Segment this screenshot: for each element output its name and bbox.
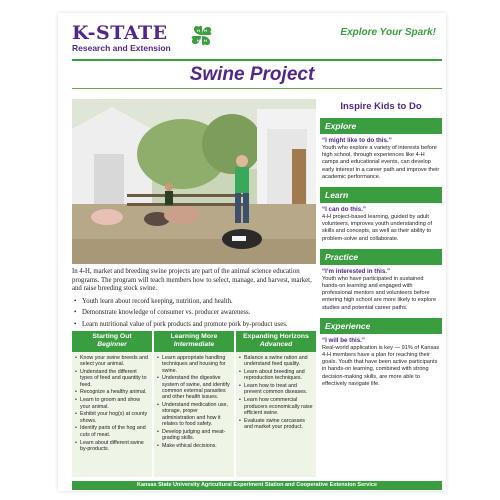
level-columns xyxy=(72,331,316,477)
level-items xyxy=(154,352,234,451)
list-item: • Balance a swine ration and understand feed quality. xyxy=(239,355,314,368)
intro xyxy=(72,268,316,333)
sidebar-section-learn xyxy=(320,187,442,243)
section-quote: “I can do this.” xyxy=(322,206,367,214)
level-advanced xyxy=(236,331,316,477)
footer: Kansas State University Agricultural Experiment Station and Cooperative Extension Service xyxy=(72,481,442,490)
sidebar-heading: Inspire Kids to Do xyxy=(340,101,422,112)
clover-icon xyxy=(188,22,216,50)
sidebar xyxy=(320,95,442,394)
list-item: • Understand medication use, storage, proper administration and how it relates to food safety. xyxy=(157,402,232,427)
list-item: • Know your swine breeds and select your animal. xyxy=(75,355,150,368)
list-item: • Learn about different swine by-products. xyxy=(75,440,150,453)
svg-text:H: H xyxy=(197,38,200,43)
level-intermediate xyxy=(154,331,234,477)
level-items xyxy=(236,352,316,432)
list-item: • Evaluate swine carcasses and market your product. xyxy=(239,418,314,431)
section-body: Youth who explore a variety of interests before high school, through experiences like 4-H camps and educational events, can develop early interest in a career path and improve their academic performance. xyxy=(322,145,440,180)
level-tier: Beginner xyxy=(97,341,127,348)
intro-paragraph: In 4-H, market and breeding swine projects are part of the animal science education programs. The program will teach members how to select, manage, and harvest, market, and raise breeding stock swine. xyxy=(72,268,312,293)
svg-text:H: H xyxy=(204,28,207,33)
level-title: Starting Out xyxy=(92,333,132,340)
section-body: Real-world application is key — 91% of Kansas 4-H members have a plan for reaching their goals. Youth that have been active participants in hands-on learning, combined with strong decision-making skills, are more able to effectively navigate life. xyxy=(322,344,440,387)
list-item: • Youth learn about record keeping, nutrition, and health. xyxy=(72,298,316,307)
list-item: • Learn about breeding and reproduction techniques. xyxy=(239,369,314,382)
level-title: Learning More xyxy=(170,333,218,340)
list-item: • Understand the different types of feed and quantity to feed. xyxy=(75,369,150,388)
list-item: • Recognize a healthy animal. xyxy=(75,389,150,395)
section-body: 4-H project-based learning, guided by adult volunteers, improves youth understanding of skills and concepts, as well as their ability to problem-solve and collaborate. xyxy=(322,214,433,242)
svg-text:H: H xyxy=(204,38,207,43)
header xyxy=(58,13,446,63)
list-item: • Exhibit your hog(s) at county shows. xyxy=(75,411,150,424)
section-label: Learn xyxy=(320,187,442,203)
list-item: • Learn how commercial producers economically raise efficient swine. xyxy=(239,397,314,416)
header-divider xyxy=(72,59,442,61)
intro-bullets xyxy=(72,298,316,330)
list-item: • Learn how to treat and prevent common diseases. xyxy=(239,383,314,396)
kstate-logo xyxy=(72,23,171,54)
section-quote: “I will be this.” xyxy=(322,336,365,344)
section-quote: “I might like to do this.” xyxy=(322,137,392,144)
level-tier: Intermediate xyxy=(173,341,215,348)
list-item: • Understand the digestive system of swine, and identify common external parasites and other health issues. xyxy=(157,375,232,400)
section-label: Practice xyxy=(320,249,442,265)
list-item: • Learn nutritional value of pork products and promote pork by-product uses. xyxy=(72,321,316,330)
list-item: • Identify parts of the hog and cuts of meat. xyxy=(75,425,150,438)
list-item: • Learn appropriate handling techniques and housing for swine. xyxy=(157,355,232,374)
level-header xyxy=(72,331,152,352)
level-tier: Advanced xyxy=(259,341,293,348)
org-name: K-STATE xyxy=(72,22,168,44)
sidebar-section-experience xyxy=(320,318,442,388)
swine-photo xyxy=(72,99,316,264)
title-divider xyxy=(72,88,442,89)
section-body: Youth who have participated in sustained hands-on learning and engaged with professional mentors and volunteers before entering high school are more likely to explore studies and potential career paths. xyxy=(322,275,437,311)
fact-sheet-page xyxy=(58,13,446,491)
list-item: • Demonstrate knowledge of consumer vs. producer awareness. xyxy=(72,309,316,318)
tagline: Explore Your Spark! xyxy=(340,27,436,38)
sidebar-section-practice xyxy=(320,249,442,312)
list-item: • Develop judging and meat-grading skills. xyxy=(157,429,232,442)
level-items xyxy=(72,352,152,454)
level-header xyxy=(236,331,316,352)
level-beginner xyxy=(72,331,152,477)
svg-text:H: H xyxy=(197,28,200,33)
section-label: Explore xyxy=(320,118,442,134)
level-title: Expanding Horizons xyxy=(243,333,309,340)
list-item: • Make ethical decisions. xyxy=(157,443,232,449)
section-label: Experience xyxy=(320,318,442,334)
org-subtitle: Research and Extension xyxy=(72,43,171,53)
page-title: Swine Project xyxy=(189,64,315,85)
sidebar-section-explore xyxy=(320,118,442,181)
section-quote: “I’m interested in this.” xyxy=(322,267,391,275)
level-header xyxy=(154,331,234,352)
list-item: • Learn to groom and show your animal. xyxy=(75,397,150,410)
